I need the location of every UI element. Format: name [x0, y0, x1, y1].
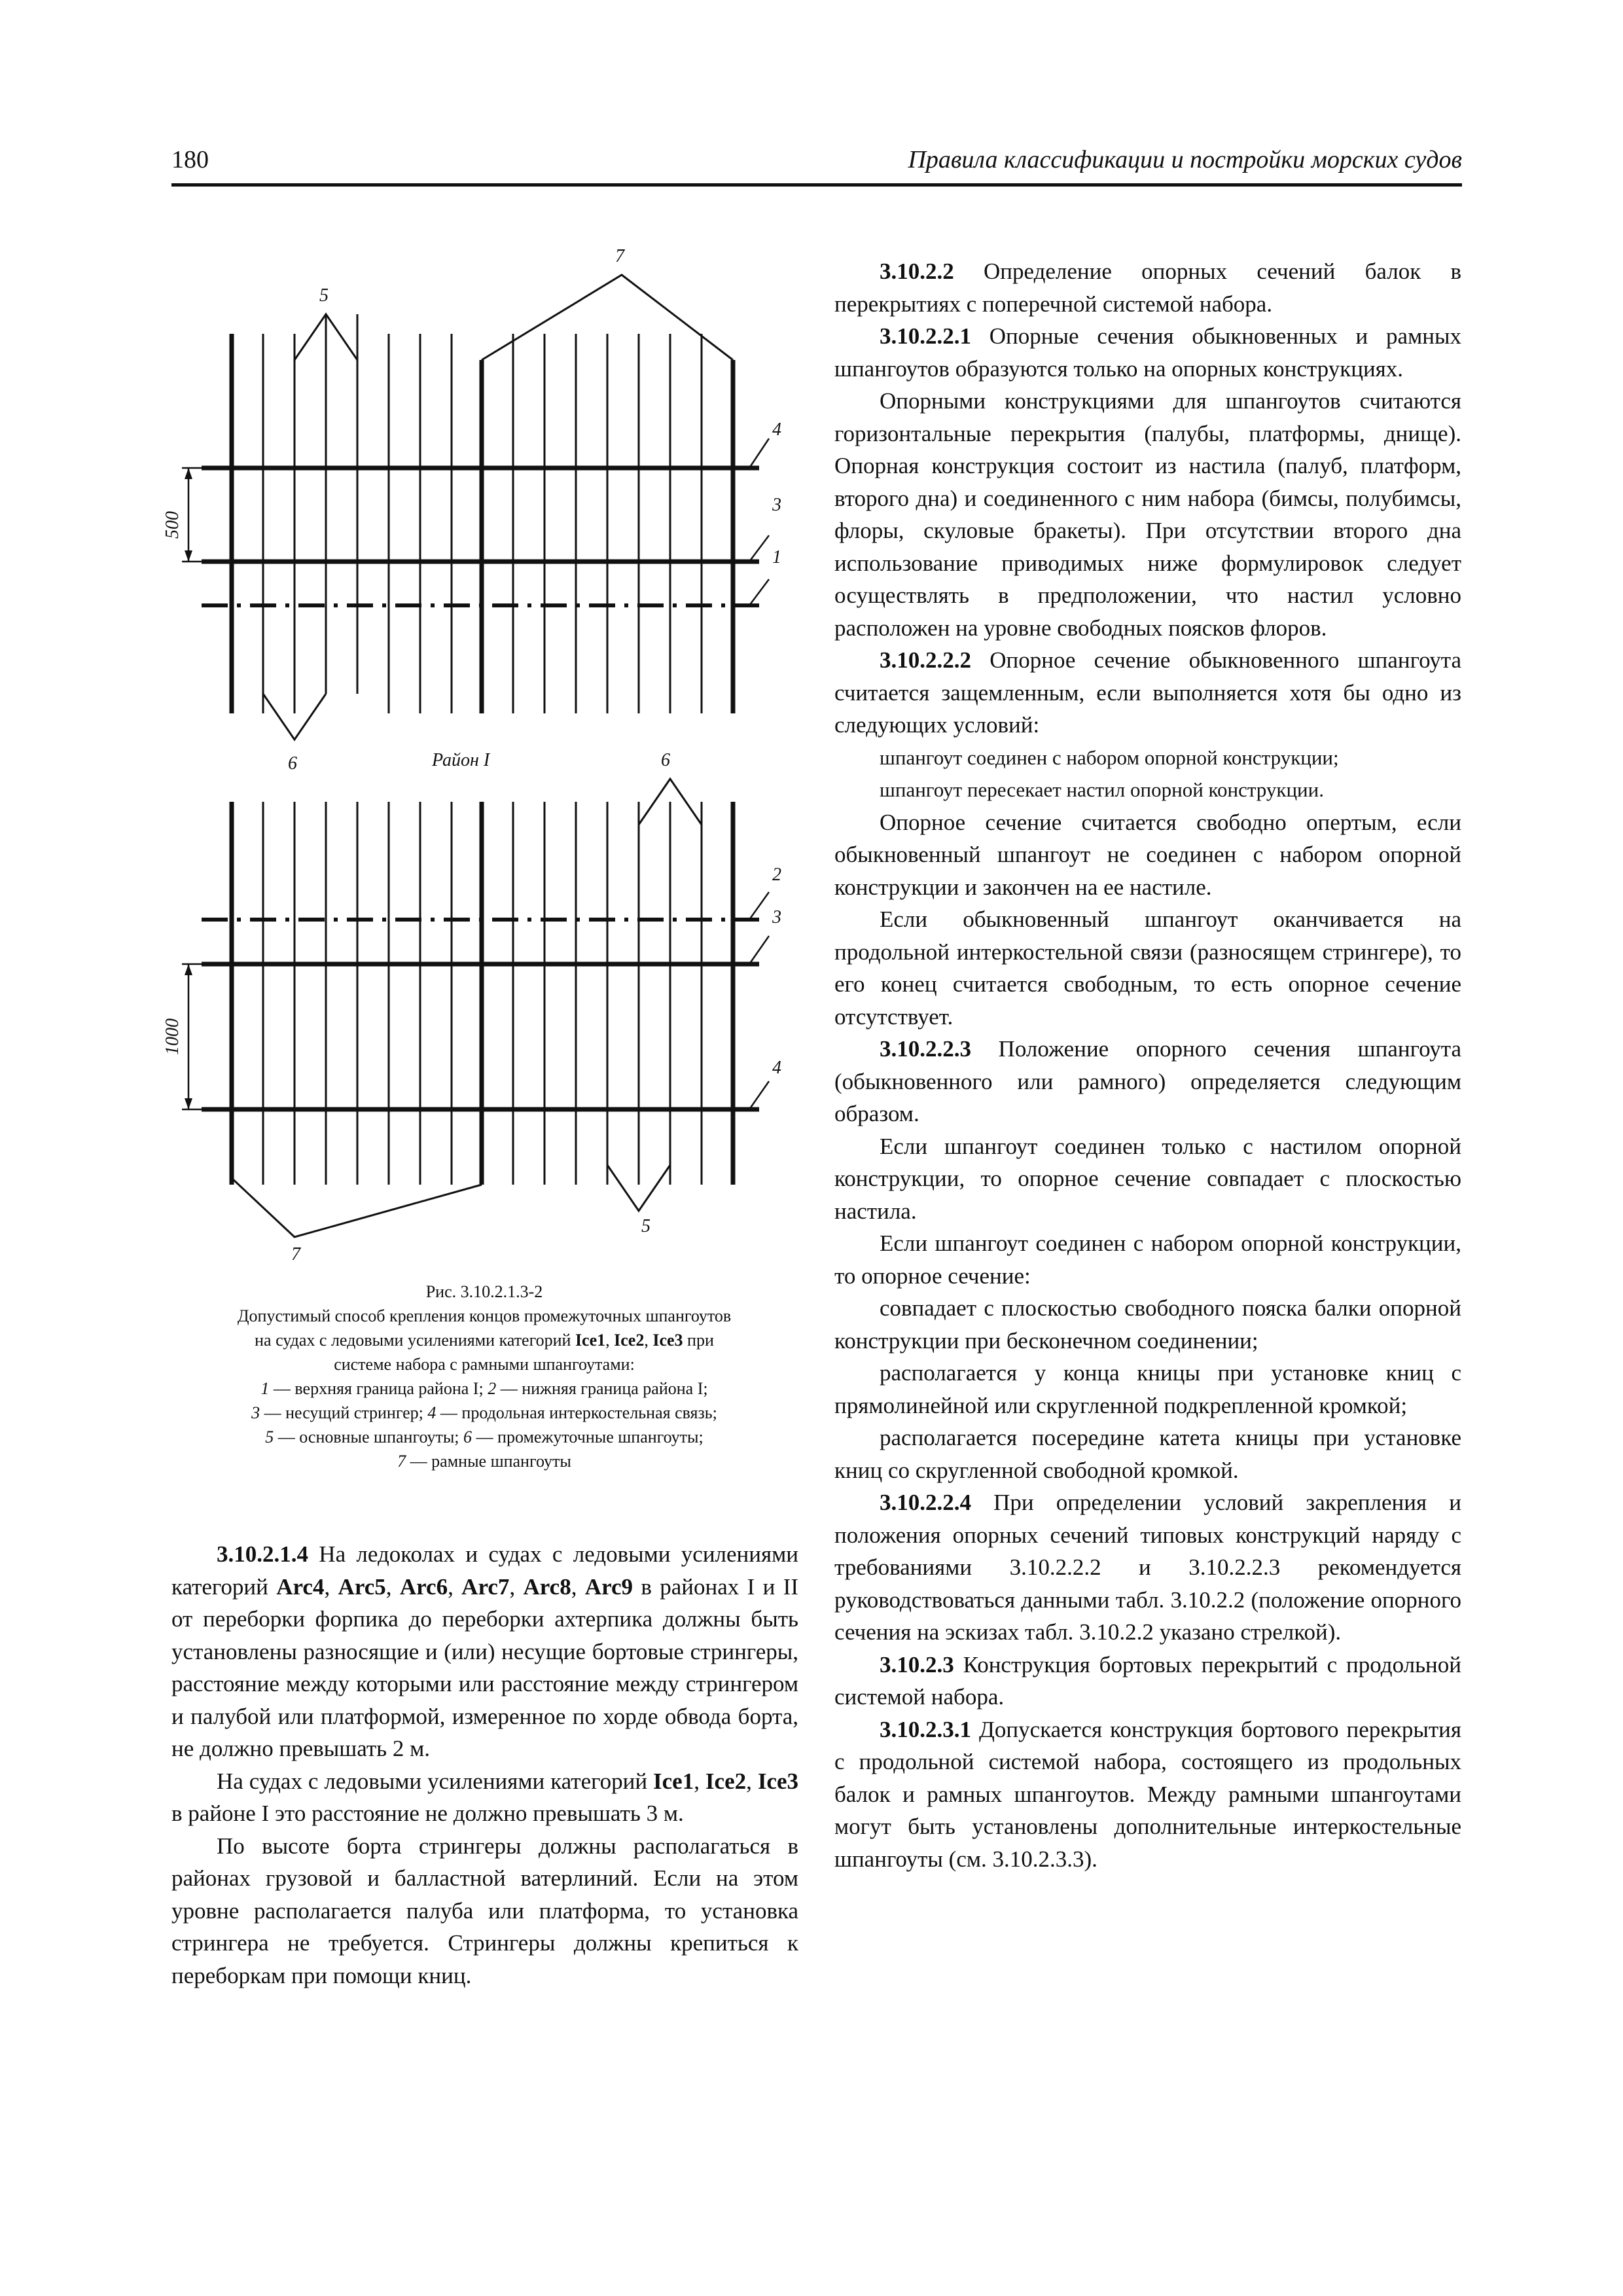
- running-title: Правила классификации и постройки морских судов: [908, 146, 1462, 173]
- caption-legend-4: 7 — рамные шпангоуты: [397, 1452, 571, 1471]
- paragraph: располагается посередине катета кницы при установке книц со скругленной свободной кромкой.: [834, 1425, 1461, 1483]
- label-top-1: 1: [772, 547, 781, 567]
- caption-legend-2: 3 — несущий стрингер; 4 — продольная интеркостельная связь;: [251, 1403, 717, 1422]
- paragraph: На судах с ледовыми усилениями категорий Ice1, Ice2, Ice3 в районе I это расстояние не должно превышать 3 м.: [171, 1768, 799, 1826]
- figure-frame-diagram: [157, 242, 812, 1263]
- page-header: [171, 145, 1462, 187]
- label-top-3: 3: [772, 495, 781, 515]
- paragraph: 3.10.2.2.2 Опорное сечение обыкновенного шпангоута считается защемленным, если выполняется хотя бы одно из следующих условий:: [834, 647, 1461, 738]
- paragraph: Если шпангоут соединен только с настилом опорной конструкции, то опорное сечение совпадает с плоскостью настила.: [834, 1133, 1461, 1224]
- label-top-5: 5: [319, 285, 329, 306]
- page-number: 180: [171, 146, 209, 173]
- caption-legend-3: 5 — основные шпангоуты; 6 — промежуточные шпангоуты;: [265, 1427, 704, 1446]
- paragraph: 3.10.2.1.4 На ледоколах и судах с ледовыми усилениями категорий Arc4, Arc5, Arc6, Arc7, Arc8, Arc9 в районах I и II от переборки форпика до переборки ахтерпика должны быть установлены разносящие и (или) несущие бортовые стрингеры, расстояние между которыми или расстояние между стрингером и палубой или платформой, измеренное по хорде обвода борта, не должно превышать 2 м.: [171, 1541, 798, 1761]
- paragraph: По высоте борта стрингеры должны располагаться в районах грузовой и балластной ватерлиний. Если на этом уровне располагается палуба или платформа, то установка стрингера не требуется. Стрингеры должны крепиться к переборкам при помощи книц.: [171, 1833, 798, 1988]
- label-bottom-2: 2: [772, 865, 781, 885]
- label-top-4: 4: [772, 420, 781, 440]
- label-bottom-6: 6: [661, 750, 670, 770]
- paragraph: 3.10.2.2.3 Положение опорного сечения шпангоута (обыкновенного или рамного) определяется следующим образом.: [834, 1036, 1461, 1126]
- caption-line-1: Допустимый способ крепления концов промежуточных шпангоутов: [237, 1306, 732, 1325]
- paragraph: располагается у конца кницы при установке книц с прямолинейной или скругленной подкрепленной кромкой;: [834, 1360, 1461, 1418]
- paragraph: совпадает с плоскостью свободного пояска балки опорной конструкции при бесконечном соединении;: [834, 1295, 1461, 1354]
- label-dim-500: 500: [162, 511, 183, 539]
- right-column: [834, 255, 1461, 1875]
- paragraph: Опорное сечение считается свободно опертым, если обыкновенный шпангоут не соединен с набором опорной конструкции и закончен на ее настиле.: [834, 809, 1461, 900]
- section-heading: 3.10.2.3 Конструкция бортовых перекрытий с продольной системой набора.: [834, 1651, 1461, 1710]
- frame-diagram-svg: [157, 242, 812, 1263]
- condition-item: шпангоут соединен с набором опорной конструкции;: [880, 745, 1339, 769]
- caption-number: Рис. 3.10.2.1.3-2: [425, 1282, 543, 1301]
- paragraph: Если шпангоут соединен с набором опорной конструкции, то опорное сечение:: [834, 1230, 1461, 1289]
- caption-legend-1: 1 — верхняя граница района I; 2 — нижняя граница района I;: [260, 1379, 708, 1398]
- label-bottom-4: 4: [772, 1058, 781, 1078]
- label-bottom-7: 7: [291, 1244, 300, 1263]
- label-top-6: 6: [288, 753, 297, 774]
- label-region: Район I: [432, 750, 490, 770]
- condition-item: шпангоут пересекает настил опорной конструкции.: [880, 778, 1324, 801]
- paragraph: Опорными конструкциями для шпангоутов считаются горизонтальные перекрытия (палубы, платформы, днище). Опорная конструкция состоит из настила (палуб, платформ, второго дна) и соединенного с ним набора (бимсы, полубимсы, флоры, скуловые бракеты). При отсутствии второго дна использование приводимых ниже формулировок следует осуществлять в предположении, что настил условно расположен на уровне свободных поясков флоров.: [834, 388, 1461, 641]
- paragraph: 3.10.2.2.4 При определении условий закрепления и положения опорных сечений типовых конструкций наряду с требованиями 3.10.2.2.2 и 3.10.2.2.3 рекомендуется руководствоваться данными табл. 3.10.2.2 (положение опорного сечения на эскизах табл. 3.10.2.2 указано стрелкой).: [834, 1490, 1461, 1645]
- figure-caption: [157, 1280, 812, 1473]
- paragraph: 3.10.2.2.1 Опорные сечения обыкновенных и рамных шпангоутов образуются только на опорных конструкциях.: [834, 323, 1461, 382]
- caption-line-2: на судах с ледовыми усилениями категорий Ice1, Ice2, Ice3 при: [255, 1331, 714, 1350]
- paragraph: Если обыкновенный шпангоут оканчивается на продольной интеркостельной связи (разносящем стрингере), то его конец считается свободным, то есть опорное сечение отсутствует.: [834, 906, 1461, 1030]
- section-heading: 3.10.2.2 Определение опорных сечений балок в перекрытиях с поперечной системой набора.: [834, 259, 1461, 317]
- label-dim-1000: 1000: [162, 1018, 183, 1055]
- caption-line-3: системе набора с рамными шпангоутами:: [334, 1355, 635, 1374]
- paragraph: 3.10.2.3.1 Допускается конструкция бортового перекрытия с продольной системой набора, состоящего из продольных балок и рамных шпангоутов. Между рамными шпангоутами могут быть установлены дополнительные интеркостельные шпангоуты (см. 3.10.2.3.3).: [834, 1716, 1461, 1872]
- label-top-7: 7: [615, 246, 624, 266]
- label-bottom-5: 5: [641, 1216, 651, 1236]
- label-bottom-3: 3: [772, 907, 781, 927]
- left-column: [171, 1538, 798, 1992]
